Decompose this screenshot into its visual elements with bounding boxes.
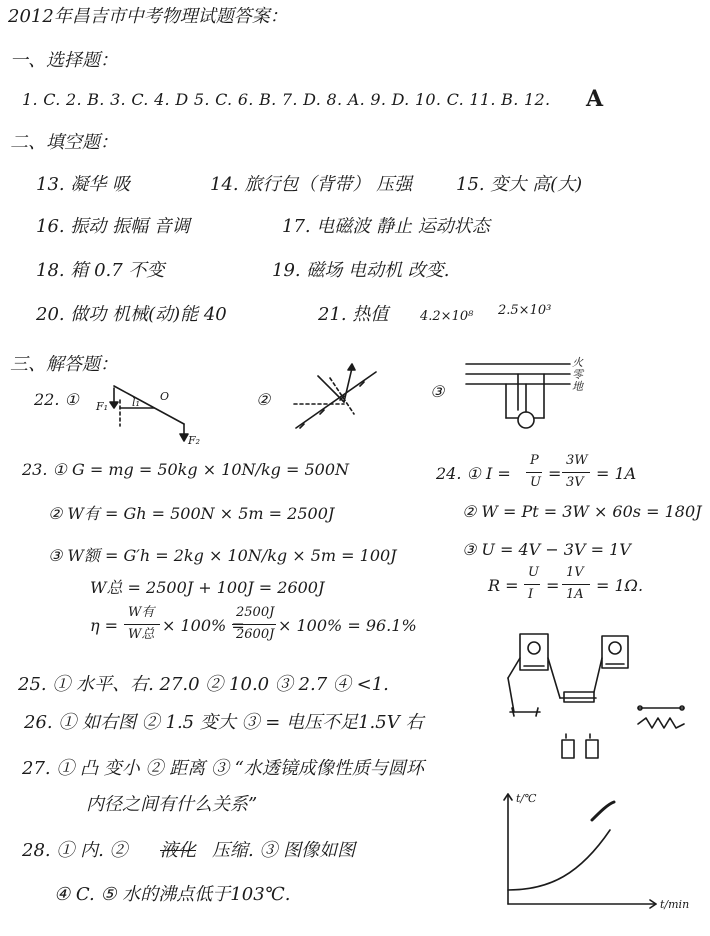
q24-frac2-bar <box>562 472 590 473</box>
label-l1: l₁ <box>132 396 140 409</box>
q24-current <box>436 454 696 494</box>
q23-line-1: 23. ① G = mg = 50kg × 10N/kg = 500N <box>22 460 349 479</box>
label-ground: 地 <box>572 380 583 393</box>
label-f2: F₂ <box>188 434 201 447</box>
q23-efficiency <box>90 605 417 646</box>
lever-diagram <box>96 386 216 446</box>
q24-frac1-den: U <box>530 475 541 490</box>
q24-frac4-bar <box>562 584 590 585</box>
q23-eta-label: η = <box>90 616 119 635</box>
section-fill-heading: 二、填空题： <box>10 132 118 153</box>
temperature-time-graph <box>500 790 700 920</box>
label-live: 火 <box>572 356 583 369</box>
label-f1: F₁ <box>96 400 109 413</box>
answer-13: 13. 凝华 吸 <box>36 174 131 195</box>
q24-frac1-bar <box>526 472 542 473</box>
q23-frac2-num: 2500J <box>236 605 275 620</box>
experiment-circuit-sketch <box>500 628 690 768</box>
answer-19: 19. 磁场 电动机 改变. <box>272 260 450 281</box>
q23-frac1-num: W有 <box>128 605 155 620</box>
answer-17: 17. 电磁波 静止 运动状态 <box>282 216 490 237</box>
q24-frac2-den: 3V <box>566 475 584 490</box>
answer-21-value-2: 2.5×10³ <box>498 303 552 318</box>
q22-label-1: 22. ① <box>34 390 79 409</box>
q24-eq-2: = <box>546 576 560 595</box>
section-solve-heading: 三、解答题： <box>10 354 118 375</box>
q24-i-label: 24. ① I = <box>436 464 511 483</box>
reflection-diagram <box>290 366 390 428</box>
graph-y-label: t/℃ <box>516 792 537 805</box>
q24-frac4-num: 1V <box>566 565 584 580</box>
q22-label-3: ③ <box>430 382 445 401</box>
q24-frac4-den: 1A <box>566 587 584 602</box>
answer-28-line-2: ④ C. ⑤ 水的沸点低于103℃. <box>54 884 291 905</box>
q23-frac2-bar <box>232 624 276 625</box>
q23-result: × 100% = 96.1% <box>278 616 417 635</box>
answer-21: 21. 热值 <box>318 304 389 325</box>
answer-27-line-1: 27. ① 凸 变小 ② 距离 ③ “水透镜成像性质与圆环 <box>22 758 424 779</box>
answer-18: 18. 箱 0.7 不变 <box>36 260 165 281</box>
q23-line-4: W总 = 2500J + 100J = 2600J <box>90 578 325 597</box>
answer-14: 14. 旅行包（背带） 压强 <box>210 174 413 195</box>
answer-21-value-1: 4.2×10⁸ <box>420 309 474 324</box>
q23-frac2-den: 2600J <box>236 627 275 642</box>
answer-27-line-2: 内径之间有什么关系” <box>86 794 258 815</box>
label-neutral: 零 <box>572 368 583 381</box>
answer-26: 26. ① 如右图 ② 1.5 变大 ③ = 电压不足1.5V 右 <box>24 712 424 733</box>
answer-28-struck: 液化 <box>160 840 196 861</box>
choice-answers: 1. C. 2. B. 3. C. 4. D 5. C. 6. B. 7. D. 8. A. 9. D. 10. C. 11. B. 12. <box>22 90 551 109</box>
q23-frac1-bar <box>124 624 160 625</box>
answer-25: 25. ① 水平、右. 27.0 ② 10.0 ③ 2.7 ④ <1. <box>18 674 389 695</box>
q24-resistance <box>488 566 688 606</box>
q24-line-3: ③ U = 4V − 3V = 1V <box>462 540 631 559</box>
section-choice-heading: 一、选择题： <box>10 50 118 71</box>
q24-eq: = <box>548 464 562 483</box>
answer-28-line-1a: 28. ① 内. ② <box>22 840 128 861</box>
q22-label-2: ② <box>256 390 271 409</box>
page-title: 2012年昌吉市中考物理试题答案： <box>8 6 288 27</box>
q23-line-3: ③ W额 = G′h = 2kg × 10N/kg × 5m = 100J <box>48 546 397 565</box>
label-o: O <box>160 390 170 403</box>
graph-x-label: t/min <box>660 898 690 911</box>
q23-times-1: × 100% = <box>162 616 245 635</box>
answer-20: 20. 做功 机械(动)能 40 <box>36 304 227 325</box>
q24-frac2-num: 3W <box>566 453 588 468</box>
q24-frac3-den: I <box>528 587 534 602</box>
q23-frac1-den: W总 <box>128 627 155 642</box>
answer-16: 16. 振动 振幅 音调 <box>36 216 190 237</box>
answer-15: 15. 变大 高(大) <box>456 174 583 195</box>
q24-frac3-num: U <box>528 565 539 580</box>
choice-answer-12: A <box>586 86 604 112</box>
q24-r-result: = 1Ω. <box>596 576 644 595</box>
q23-line-2: ② W有 = Gh = 500N × 5m = 2500J <box>48 504 335 523</box>
q24-r-label: R = <box>488 576 519 595</box>
answer-28-line-1b: 压缩. ③ 图像如图 <box>212 840 356 861</box>
q24-result: = 1A <box>596 464 637 483</box>
circuit-diagram <box>466 354 586 434</box>
q24-frac1-num: P <box>530 453 539 468</box>
q24-frac3-bar <box>524 584 540 585</box>
q24-line-2: ② W = Pt = 3W × 60s = 180J <box>462 502 702 521</box>
